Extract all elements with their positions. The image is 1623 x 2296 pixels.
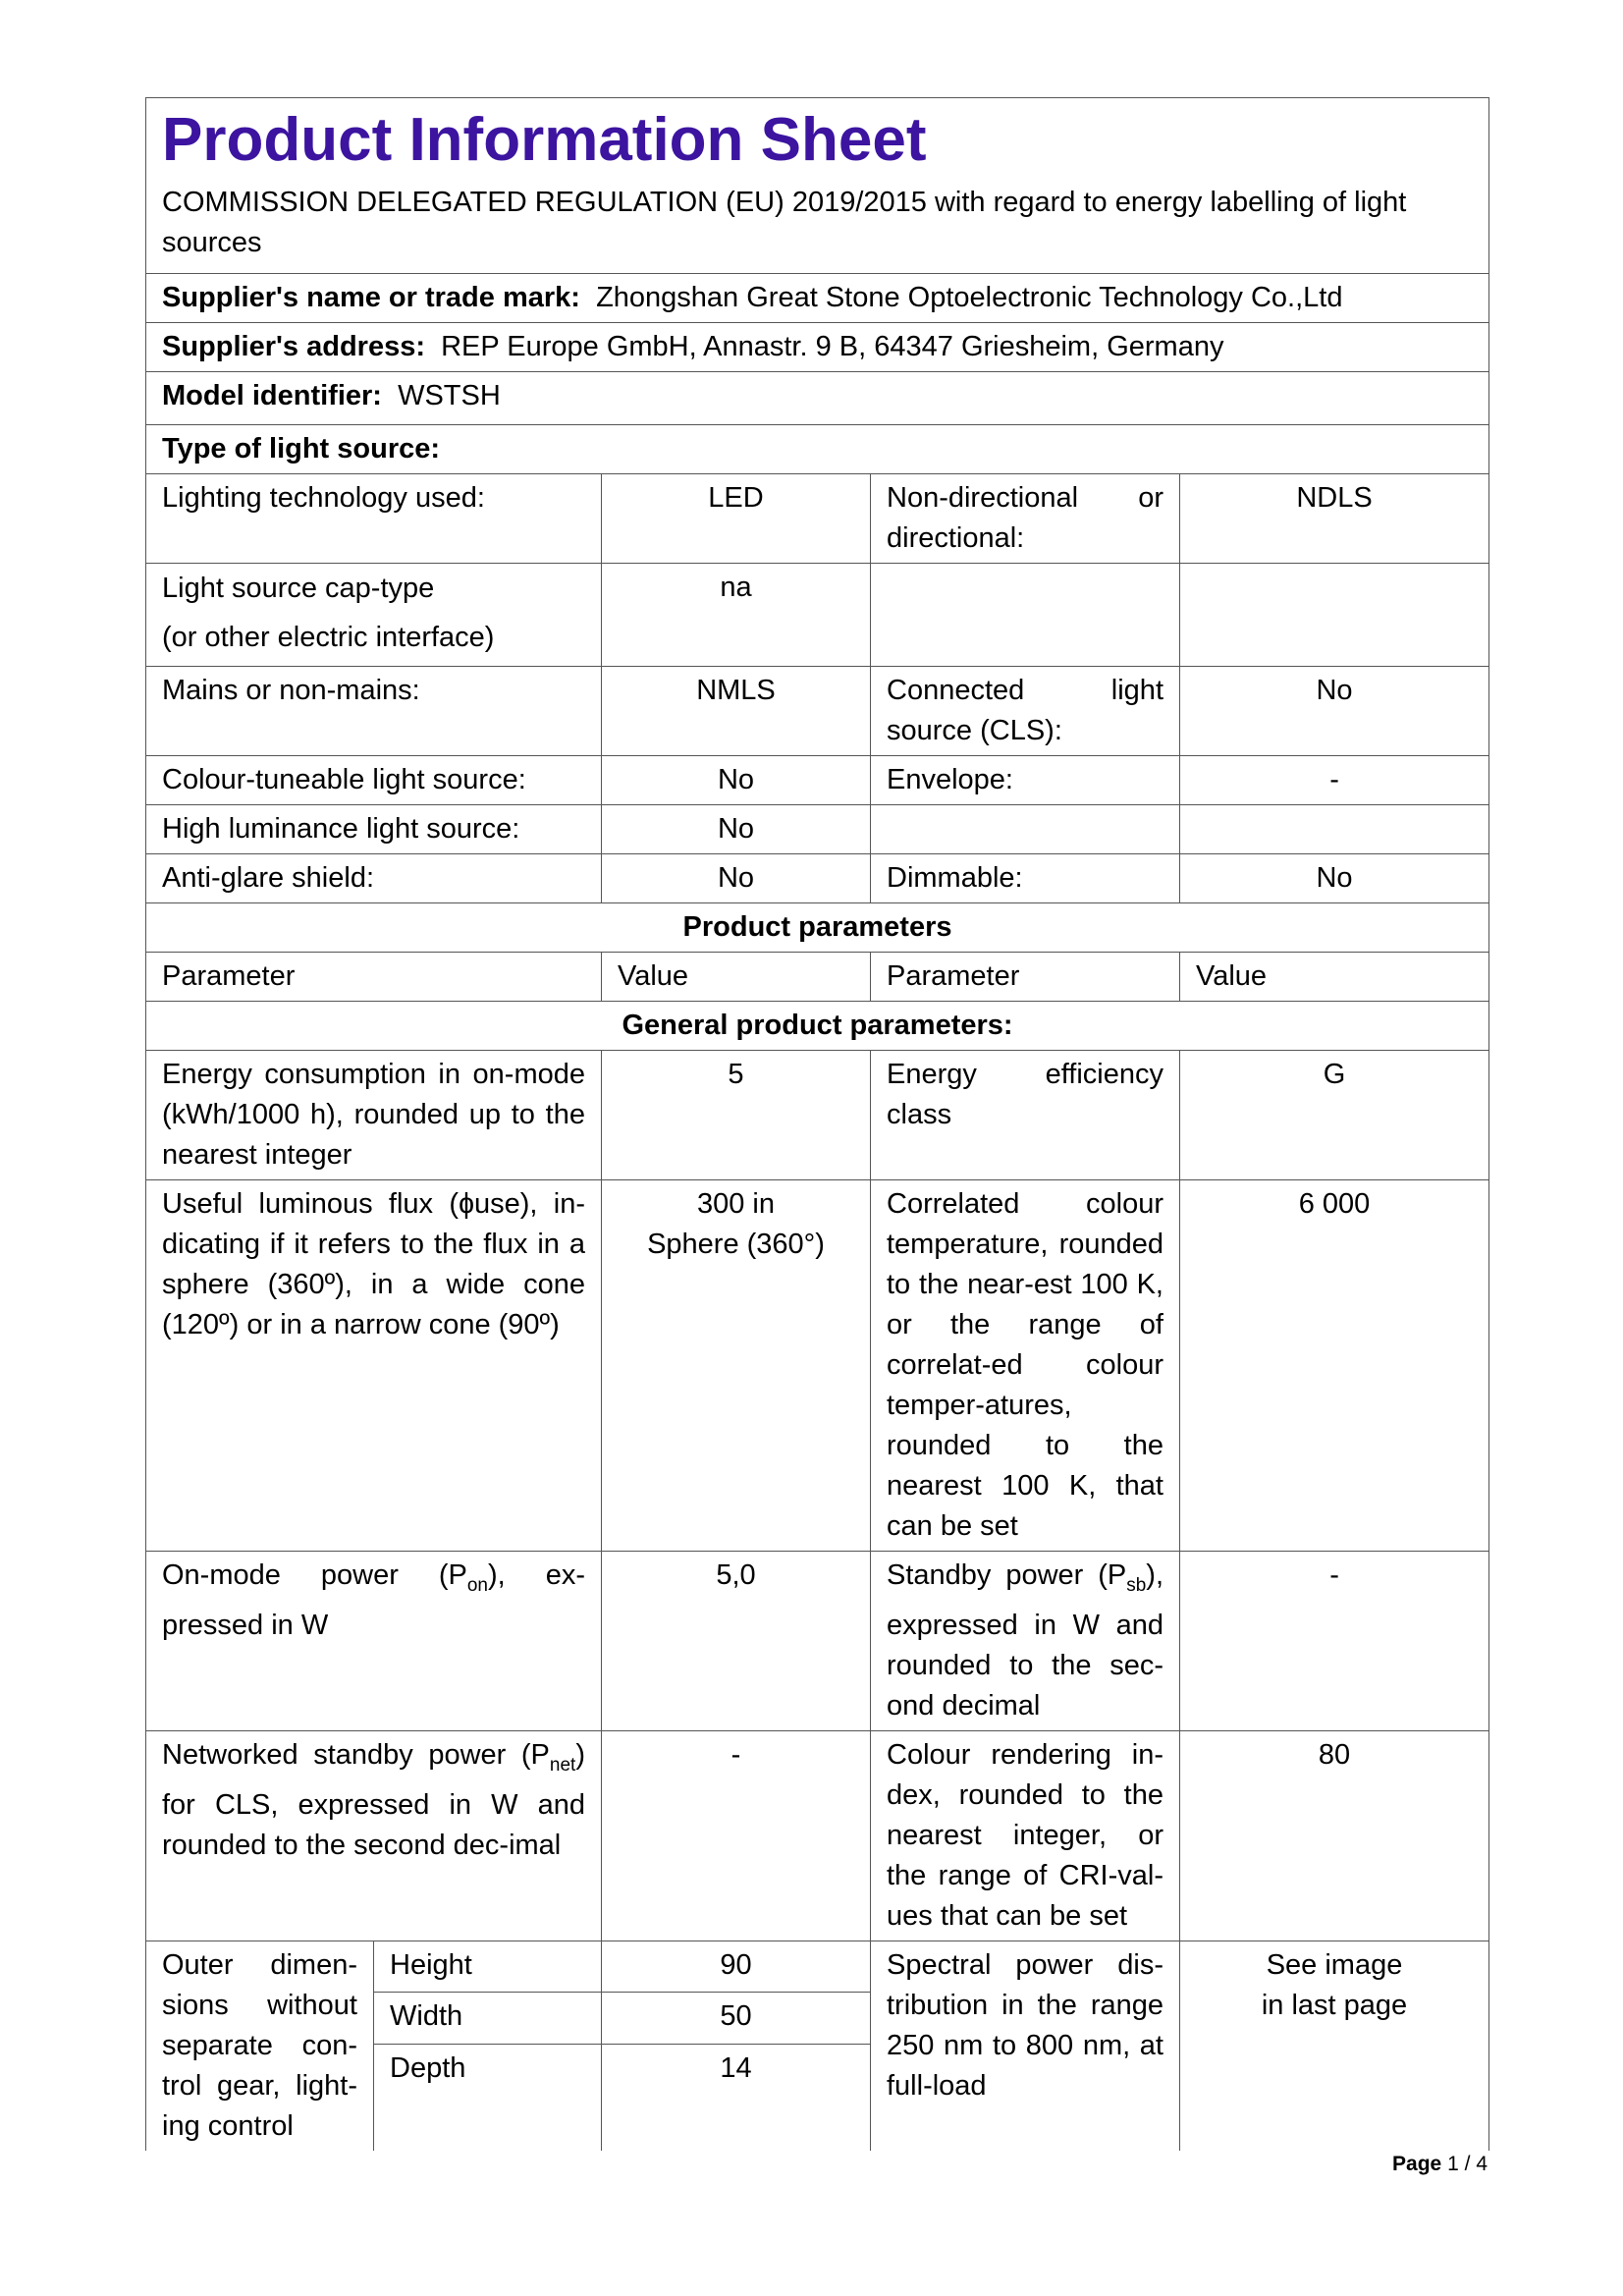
- param-value: 6 000: [1180, 1180, 1489, 1552]
- type-row-mains: [146, 667, 1489, 756]
- type-value: No: [602, 805, 871, 854]
- type-value: -: [1180, 756, 1489, 805]
- page-total: 4: [1476, 2153, 1488, 2175]
- dimension-label: Height: [374, 1941, 602, 1993]
- type-label: Light source cap-type: [162, 573, 435, 604]
- model-label: Model identifier:: [162, 380, 382, 411]
- type-value: [1180, 564, 1489, 667]
- type-label: [871, 564, 1180, 667]
- general-parameters-heading: General product parameters:: [146, 1002, 1489, 1051]
- type-value: No: [602, 756, 871, 805]
- dimension-label: Width: [374, 1993, 602, 2045]
- param-label: ), expressed in W and rounded to the sec-ond decimal: [887, 1559, 1163, 1722]
- type-label: Anti-glare shield:: [146, 854, 602, 903]
- type-label: Dimmable:: [871, 854, 1180, 903]
- param-value: Sphere (360°): [647, 1229, 825, 1260]
- type-row-tuneable: [146, 756, 1489, 805]
- type-value: No: [1180, 667, 1489, 756]
- title-cell: [146, 98, 1489, 274]
- type-label: Colour-tuneable light source:: [146, 756, 602, 805]
- param-value: -: [602, 1730, 871, 1941]
- param-value: 5,0: [602, 1552, 871, 1731]
- page-separator: /: [1464, 2153, 1471, 2175]
- dimension-value: 50: [602, 1993, 871, 2045]
- param-value: in last page: [1261, 1989, 1408, 2021]
- param-label-sub: sb: [1126, 1574, 1147, 1596]
- param-label: ), ex-pressed in W: [162, 1559, 585, 1641]
- param-label: Correlated colour temperature, rounded to the near-est 100 K, or the range of correlat-ed colour temper-atures, rounded to the nearest 100 K, that can be set: [871, 1180, 1180, 1552]
- param-label: On-mode power (P: [162, 1559, 467, 1591]
- dimension-label: Depth: [374, 2044, 602, 2151]
- type-value: [1180, 805, 1489, 854]
- param-row-energy: [146, 1051, 1489, 1180]
- type-label: Envelope:: [871, 756, 1180, 805]
- param-label: Networked standby power (P: [162, 1738, 550, 1771]
- param-value: See image: [1266, 1948, 1403, 1981]
- general-heading-row: [146, 1002, 1489, 1051]
- param-label-sub: on: [466, 1574, 488, 1596]
- type-label: Mains or non-mains:: [146, 667, 602, 756]
- title-row: [146, 98, 1489, 274]
- column-header: Parameter: [871, 953, 1180, 1002]
- page-current: 1: [1447, 2153, 1459, 2175]
- param-value: G: [1180, 1051, 1489, 1180]
- type-label: Lighting technology used:: [146, 474, 602, 564]
- param-value: -: [1180, 1552, 1489, 1731]
- model-row: [146, 372, 1489, 425]
- product-parameters-heading: Product parameters: [146, 903, 1489, 953]
- supplier-name-row: [146, 274, 1489, 323]
- column-header: Parameter: [146, 953, 602, 1002]
- page-title: Product Information Sheet: [162, 106, 927, 174]
- param-label: Energy efficiency class: [871, 1051, 1180, 1180]
- supplier-name-label: Supplier's name or trade mark:: [162, 282, 580, 313]
- param-row-flux: [146, 1180, 1489, 1552]
- type-heading-row: [146, 425, 1489, 474]
- type-label: Non-directional or directional:: [871, 474, 1180, 564]
- type-value: na: [602, 564, 871, 667]
- product-parameters-row: [146, 903, 1489, 953]
- dimension-value: 14: [602, 2044, 871, 2151]
- param-value: 5: [602, 1051, 871, 1180]
- type-label: High luminance light source:: [146, 805, 602, 854]
- param-row-dimensions: [146, 1941, 1489, 1993]
- param-label: Spectral power dis-tribution in the range 250 nm to 800 nm, at full-load: [871, 1941, 1180, 2151]
- type-row-antiglare: [146, 854, 1489, 903]
- page-label: Page: [1392, 2153, 1442, 2175]
- param-label: Standby power (P: [887, 1559, 1127, 1591]
- column-header: Value: [602, 953, 871, 1002]
- dimensions-label: Outer dimen-sions without separate con-trol gear, light-ing control: [146, 1941, 374, 2151]
- model-value: WSTSH: [398, 380, 501, 411]
- page-subtitle: COMMISSION DELEGATED REGULATION (EU) 2019/2015 with regard to energy labelling of light sources: [162, 187, 1407, 258]
- param-row-power: [146, 1552, 1489, 1731]
- type-value: No: [602, 854, 871, 903]
- param-label: Energy consumption in on-mode (kWh/1000 h), rounded up to the nearest integer: [146, 1051, 602, 1180]
- type-value: NMLS: [602, 667, 871, 756]
- type-row-technology: [146, 474, 1489, 564]
- type-row-cap: [146, 564, 1489, 667]
- param-label: Colour rendering in-dex, rounded to the nearest integer, or the range of CRI-val-ues that can be set: [871, 1730, 1180, 1941]
- type-label: (or other electric interface): [162, 622, 495, 653]
- param-label: ) for CLS, expressed in W and rounded to the second dec-imal: [162, 1738, 585, 1861]
- param-value: 80: [1180, 1730, 1489, 1941]
- type-value: NDLS: [1180, 474, 1489, 564]
- supplier-address-row: [146, 323, 1489, 372]
- param-row-networked: [146, 1730, 1489, 1941]
- product-info-table: [145, 97, 1489, 2151]
- type-row-luminance: [146, 805, 1489, 854]
- column-header-row: [146, 953, 1489, 1002]
- dimension-value: 90: [602, 1941, 871, 1993]
- type-label: [871, 805, 1180, 854]
- column-header: Value: [1180, 953, 1489, 1002]
- page-number: [1392, 2153, 1488, 2176]
- param-label-sub: net: [549, 1754, 576, 1776]
- supplier-address-value: REP Europe GmbH, Annastr. 9 B, 64347 Griesheim, Germany: [441, 331, 1224, 362]
- type-label: Connected light source (CLS):: [871, 667, 1180, 756]
- supplier-address-label: Supplier's address:: [162, 331, 425, 362]
- supplier-name-value: Zhongshan Great Stone Optoelectronic Technology Co.,Ltd: [596, 282, 1343, 313]
- type-heading: Type of light source:: [146, 425, 1489, 474]
- type-value: LED: [602, 474, 871, 564]
- param-value: 300 in: [696, 1188, 775, 1220]
- type-value: No: [1180, 854, 1489, 903]
- param-label: Useful luminous flux (ɸuse), in-dicating if it refers to the flux in a sphere (360º), in a wide cone (120º) or in a narrow cone (90º): [146, 1180, 602, 1552]
